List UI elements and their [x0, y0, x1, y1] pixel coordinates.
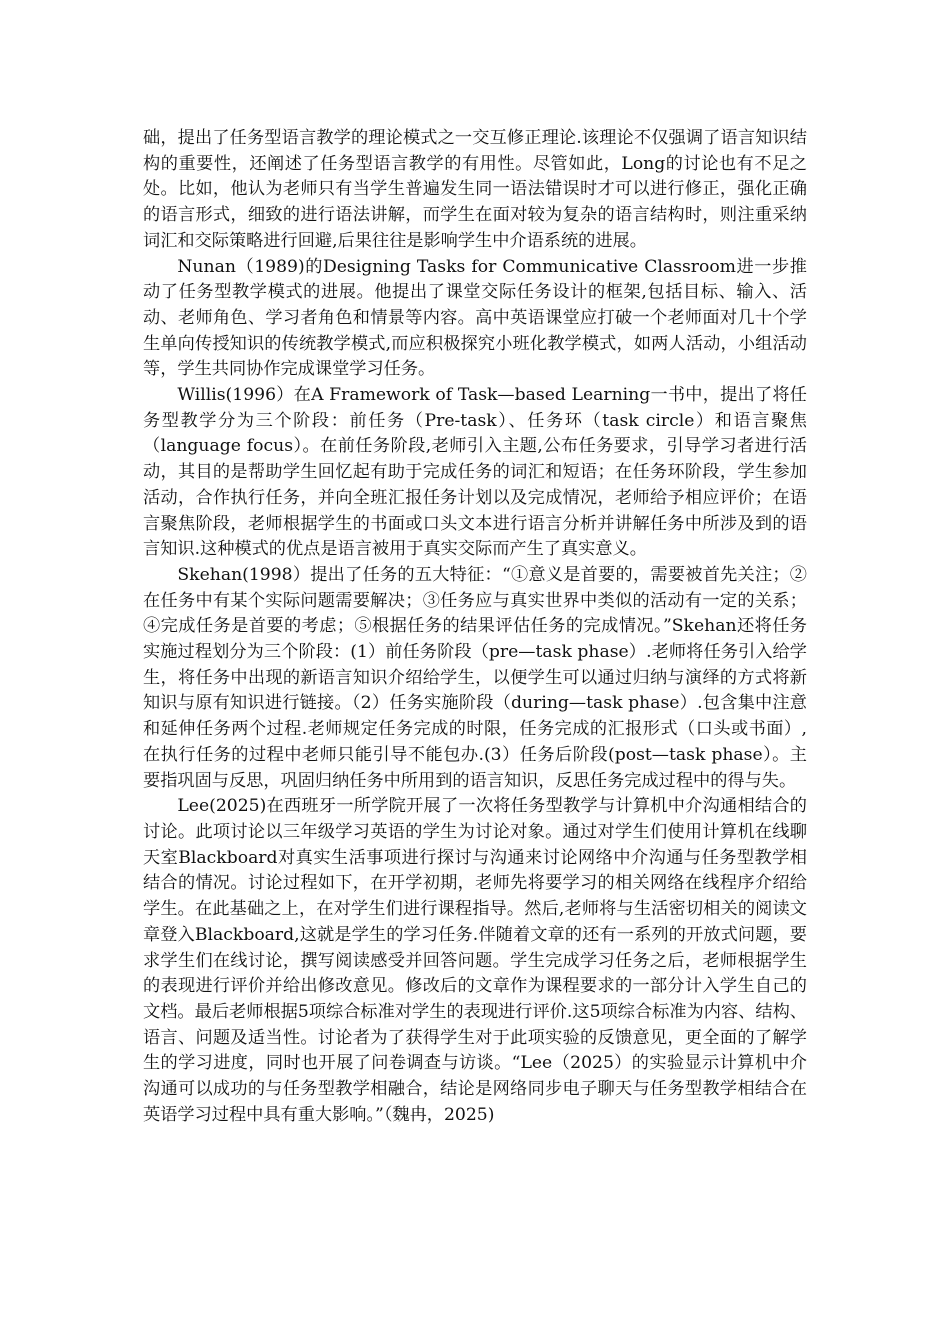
paragraph-2: Nunan（1989)的Designing Tasks for Communicative Classroom进一步推动了任务型教学模式的进展。他提出了课堂交际任务设计的框架,包括目标、输入、活动、老师角色、学习者角色和情景等内容。高中英语课堂应打破一个老师面对几十个学生单向传授知识的传统教学模式,而应积极探究小班化教学模式，如两人活动，小组活动等，学生共同协作完成课堂学习任务。 [143, 256, 807, 380]
paragraph-5: Lee(2025)在西班牙一所学院开展了一次将任务型教学与计算机中介沟通相结合的讨论。此项讨论以三年级学习英语的学生为讨论对象。通过对学生们使用计算机在线聊天室Blackboard对真实生活事项进行探讨与沟通来讨论网络中介沟通与任务型教学相结合的情况。讨论过程如下，在开学初期，老师先将要学习的相关网络在线程序介绍给学生。在此基础之上，在对学生们进行课程指导。然后,老师将与生活密切相关的阅读文章登入Blackboard,这就是学生的学习任务.伴随着文章的还有一系列的开放式问题，要求学生们在线讨论，撰写阅读感受并回答问题。学生完成学习任务之后，老师根据学生的表现进行评价并给出修改意见。修改后的文章作为课程要求的一部分计入学生自己的文档。最后老师根据5项综合标准对学生的表现进行评价.这5项综合标准为内容、结构、语言、问题及适当性。讨论者为了获得学生对于此项实验的反馈意见，更全面的了解学生的学习进度，同时也开展了问卷调查与访谈。“Lee（2025）的实验显示计算机中介沟通可以成功的与任务型教学相融合，结论是网络同步电子聊天与任务型教学相结合在英语学习过程中具有重大影响。”（魏冉，2025) [143, 796, 807, 1125]
document-body [143, 126, 807, 1128]
paragraph-1: 础，提出了任务型语言教学的理论模式之一交互修正理论.该理论不仅强调了语言知识结构的重要性，还阐述了任务型语言教学的有用性。尽管如此，Long的讨论也有不足之处。比如，他认为老师只有当学生普遍发生同一语法错误时才可以进行修正，强化正确的语言形式，细致的进行语法讲解，而学生在面对较为复杂的语言结构时，则注重采纳词汇和交际策略进行回避,后果往往是影响学生中介语系统的进展。 [143, 128, 807, 251]
paragraph-3: Willis(1996）在A Framework of Task—based Learning一书中，提出了将任务型教学分为三个阶段：前任务（Pre-task）、任务环（task circle）和语言聚焦（language focus）。在前任务阶段,老师引入主题,公布任务要求，引导学习者进行活动，其目的是帮助学生回忆起有助于完成任务的词汇和短语；在任务环阶段，学生参加活动，合作执行任务，并向全班汇报任务计划以及完成情况，老师给予相应评价；在语言聚焦阶段，老师根据学生的书面或口头文本进行语言分析并讲解任务中所涉及到的语言知识.这种模式的优点是语言被用于真实交际而产生了真实意义。 [143, 385, 807, 560]
paragraph-4: Skehan(1998）提出了任务的五大特征：“①意义是首要的，需要被首先关注；②在任务中有某个实际问题需要解决；③任务应与真实世界中类似的活动有一定的关系；④完成任务是首要的考虑；⑤根据任务的结果评估任务的完成情况。”Skehan还将任务实施过程划分为三个阶段：(1）前任务阶段（pre—task phase）.老师将任务引入给学生，将任务中出现的新语言知识介绍给学生，以便学生可以通过归纳与演绎的方式将新知识与原有知识进行链接。（2）任务实施阶段（during—task phase）.包含集中注意和延伸任务两个过程.老师规定任务完成的时限，任务完成的汇报形式（口头或书面）,在执行任务的过程中老师只能引导不能包办.(3）任务后阶段(post—task phase）。主要指巩固与反思，巩固归纳任务中所用到的语言知识，反思任务完成过程中的得与失。 [143, 564, 807, 791]
